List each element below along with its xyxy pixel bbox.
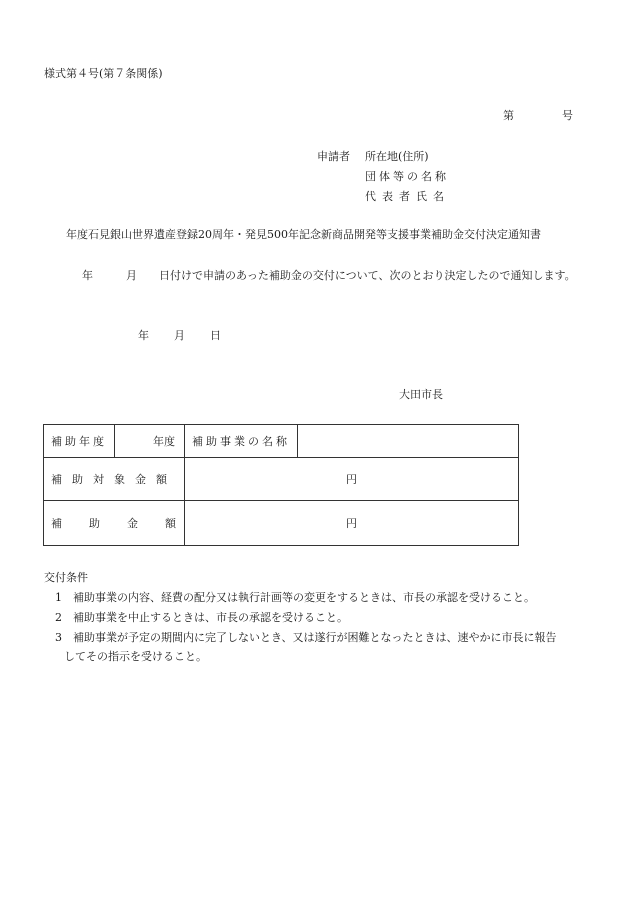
issue-day-unit: 日 <box>210 329 221 342</box>
document-number-prefix: 第 <box>503 109 514 122</box>
document-number <box>503 110 573 121</box>
fiscal-year-label: 補助年度 <box>44 425 115 458</box>
table-row <box>44 425 519 458</box>
issue-month-unit: 月 <box>174 329 185 342</box>
condition-item <box>55 592 535 603</box>
table-row <box>44 501 519 546</box>
applicant-label: 申請者 <box>317 150 350 163</box>
condition-text: 補助事業が予定の期間内に完了しないとき、又は遂行が困難となったときは、速やかに市長に報告 <box>73 631 557 644</box>
target-amount-value[interactable]: 円 <box>185 458 519 501</box>
condition-item <box>55 632 557 643</box>
notice-body: 日付けで申請のあった補助金の交付について、次のとおり決定したので通知します。 <box>159 269 576 282</box>
condition-number: 3 <box>55 631 62 644</box>
condition-item <box>55 612 348 623</box>
fiscal-year-value[interactable]: 年度 <box>115 425 185 458</box>
form-number: 様式第４号(第７条関係) <box>44 67 163 80</box>
document-title: 年度石見銀山世界遺産登録20周年・発見500年記念新商品開発等支援事業補助金交付決定通知書 <box>66 228 541 241</box>
org-name-label: 団体等の名称 <box>365 170 449 183</box>
conditions-title: 交付条件 <box>44 571 88 584</box>
table-row <box>44 458 519 501</box>
issue-date <box>138 330 221 341</box>
condition-number: 2 <box>55 611 62 624</box>
grant-table <box>43 424 519 546</box>
project-name-label: 補助事業の名称 <box>185 425 298 458</box>
notice-year-unit: 年 <box>82 269 93 282</box>
grant-amount-value[interactable]: 円 <box>185 501 519 546</box>
condition-continuation: してその指示を受けること。 <box>64 650 207 663</box>
document-number-suffix: 号 <box>562 109 573 122</box>
representative-label: 代表者氏名 <box>365 190 450 203</box>
notice-month-unit: 月 <box>126 269 137 282</box>
condition-number: 1 <box>55 591 62 604</box>
applicant-fields <box>365 151 450 211</box>
issuer-name: 大田市長 <box>399 388 443 401</box>
notice-statement <box>82 270 576 281</box>
issue-year-unit: 年 <box>138 329 149 342</box>
address-label: 所在地(住所) <box>365 150 429 163</box>
target-amount-label: 補助対象金額 <box>44 458 185 501</box>
grant-amount-label: 補助金額 <box>44 501 185 546</box>
condition-text: 補助事業の内容、経費の配分又は執行計画等の変更をするときは、市長の承認を受けること。 <box>73 591 535 604</box>
condition-text: 補助事業を中止するときは、市長の承認を受けること。 <box>73 611 348 624</box>
project-name-value[interactable] <box>298 425 519 458</box>
